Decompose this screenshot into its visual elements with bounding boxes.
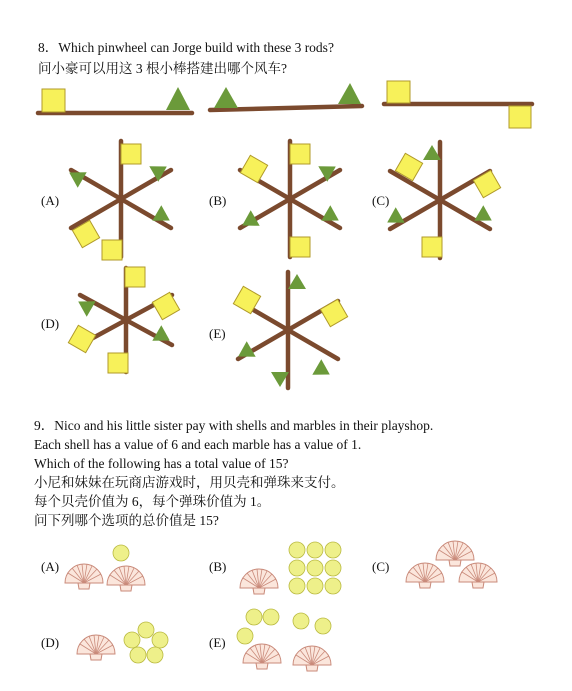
q9-option-b-figure[interactable] xyxy=(240,542,341,594)
q9-line-5: 每个贝壳价值为 6，每个弹珠价值为 1。 xyxy=(34,494,271,509)
q8-option-b-label[interactable]: (B) xyxy=(209,193,227,208)
q8-option-e-label[interactable]: (E) xyxy=(209,326,226,341)
q8-text-zh: 问小豪可以用这 3 根小棒搭建出哪个风车? xyxy=(38,61,287,76)
rod-1 xyxy=(38,87,192,113)
pinwheel-e[interactable] xyxy=(233,272,347,388)
pinwheel-b[interactable] xyxy=(238,141,344,257)
q9-option-c-figure[interactable] xyxy=(406,541,497,588)
q9-option-e-label[interactable]: (E) xyxy=(209,635,226,650)
q9-line-4: 小尼和妹妹在玩商店游戏时，用贝壳和弹珠来支付。 xyxy=(34,475,345,490)
q9-line-6: 问下列哪个选项的总价值是 15? xyxy=(34,513,219,528)
q9-option-d-figure[interactable] xyxy=(77,622,168,663)
q9-line-3: Which of the following has a total value of 15? xyxy=(34,456,289,471)
q9-option-c-label[interactable]: (C) xyxy=(372,559,390,574)
q9-option-a-label[interactable]: (A) xyxy=(41,559,60,574)
rod-2 xyxy=(210,83,362,110)
q8-option-a-label[interactable]: (A) xyxy=(41,193,60,208)
pinwheel-c[interactable] xyxy=(383,142,501,258)
q8-text-en: 8．Which pinwheel can Jorge build with these 3 rods? xyxy=(38,40,334,55)
q8-option-c-label[interactable]: (C) xyxy=(372,193,390,208)
q9-option-d-label[interactable]: (D) xyxy=(41,635,60,650)
q8-option-d-label[interactable]: (D) xyxy=(41,316,60,331)
rod-3 xyxy=(384,81,532,128)
q9-line-2: Each shell has a value of 6 and each marble has a value of 1. xyxy=(34,437,362,452)
q9-option-b-label[interactable]: (B) xyxy=(209,559,227,574)
pinwheel-a[interactable] xyxy=(65,141,175,260)
q9-option-e-figure[interactable] xyxy=(237,609,331,671)
q9-option-a-figure[interactable] xyxy=(65,545,145,591)
pinwheel-d[interactable] xyxy=(68,267,179,373)
q9-line-1: 9．Nico and his little sister pay with shells and marbles in their playshop. xyxy=(34,418,434,433)
